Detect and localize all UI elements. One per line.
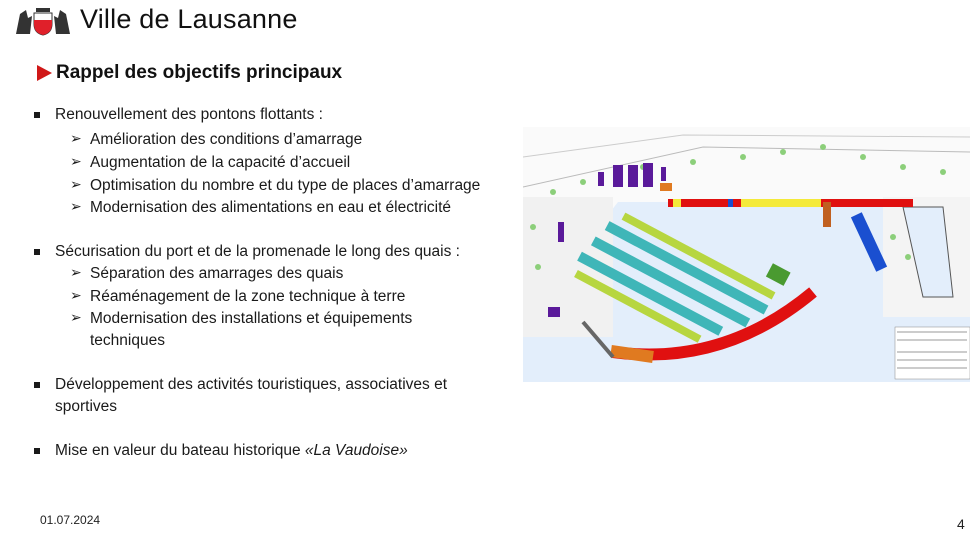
sub-item xyxy=(70,130,363,149)
sub-item xyxy=(70,153,351,172)
brand-name: Ville de Lausanne xyxy=(80,4,298,34)
bullet-item xyxy=(55,442,408,460)
bullet-text: Mise en valeur du bateau historique xyxy=(55,442,305,459)
page-number: 4 xyxy=(957,516,965,532)
lausanne-coat-of-arms-logo xyxy=(14,6,72,36)
arrow-bullet-icon: ➢ xyxy=(70,309,82,325)
bullet-item: Développement des activités touristiques, associatives et xyxy=(55,376,448,393)
sub-item xyxy=(70,264,344,283)
slide-title-text: Rappel des objectifs principaux xyxy=(56,62,343,83)
arrow-bullet-icon: ➢ xyxy=(70,153,82,169)
bullet-continuation: sportives xyxy=(55,398,118,415)
bullet-item: Renouvellement des pontons flottants : xyxy=(55,106,323,123)
sub-item-text: Réaménagement de la zone technique à terre xyxy=(90,288,406,305)
arrow-bullet-icon: ➢ xyxy=(70,287,82,303)
sub-item-continuation: techniques xyxy=(90,332,165,349)
sub-item-text: Modernisation des alimentations en eau et électricité xyxy=(90,199,452,216)
arrow-bullet-icon: ➢ xyxy=(70,264,82,280)
arrow-bullet-icon: ➢ xyxy=(70,176,82,192)
slide-date: 01.07.2024 xyxy=(40,513,101,527)
slide-title xyxy=(37,62,342,84)
harbour-plan-image xyxy=(523,127,970,382)
sub-item xyxy=(70,309,413,328)
arrow-bullet-icon: ➢ xyxy=(70,130,82,146)
sub-item-text: Séparation des amarrages des quais xyxy=(90,265,344,282)
arrow-bullet-icon: ➢ xyxy=(70,198,82,214)
sub-item-text: Optimisation du nombre et du type de places d’amarrage xyxy=(90,177,481,194)
sub-item xyxy=(70,287,406,306)
sub-item-text: Augmentation de la capacité d’accueil xyxy=(90,154,351,171)
sub-item xyxy=(70,176,481,195)
sub-item xyxy=(70,198,452,217)
boat-name: «La Vaudoise» xyxy=(304,442,408,459)
sub-item-text: Amélioration des conditions d’amarrage xyxy=(90,131,363,148)
bullet-item: Sécurisation du port et de la promenade le long des quais : xyxy=(55,243,460,260)
sub-item-text: Modernisation des installations et équipements xyxy=(90,310,413,327)
triangle-bullet-icon xyxy=(37,65,52,81)
